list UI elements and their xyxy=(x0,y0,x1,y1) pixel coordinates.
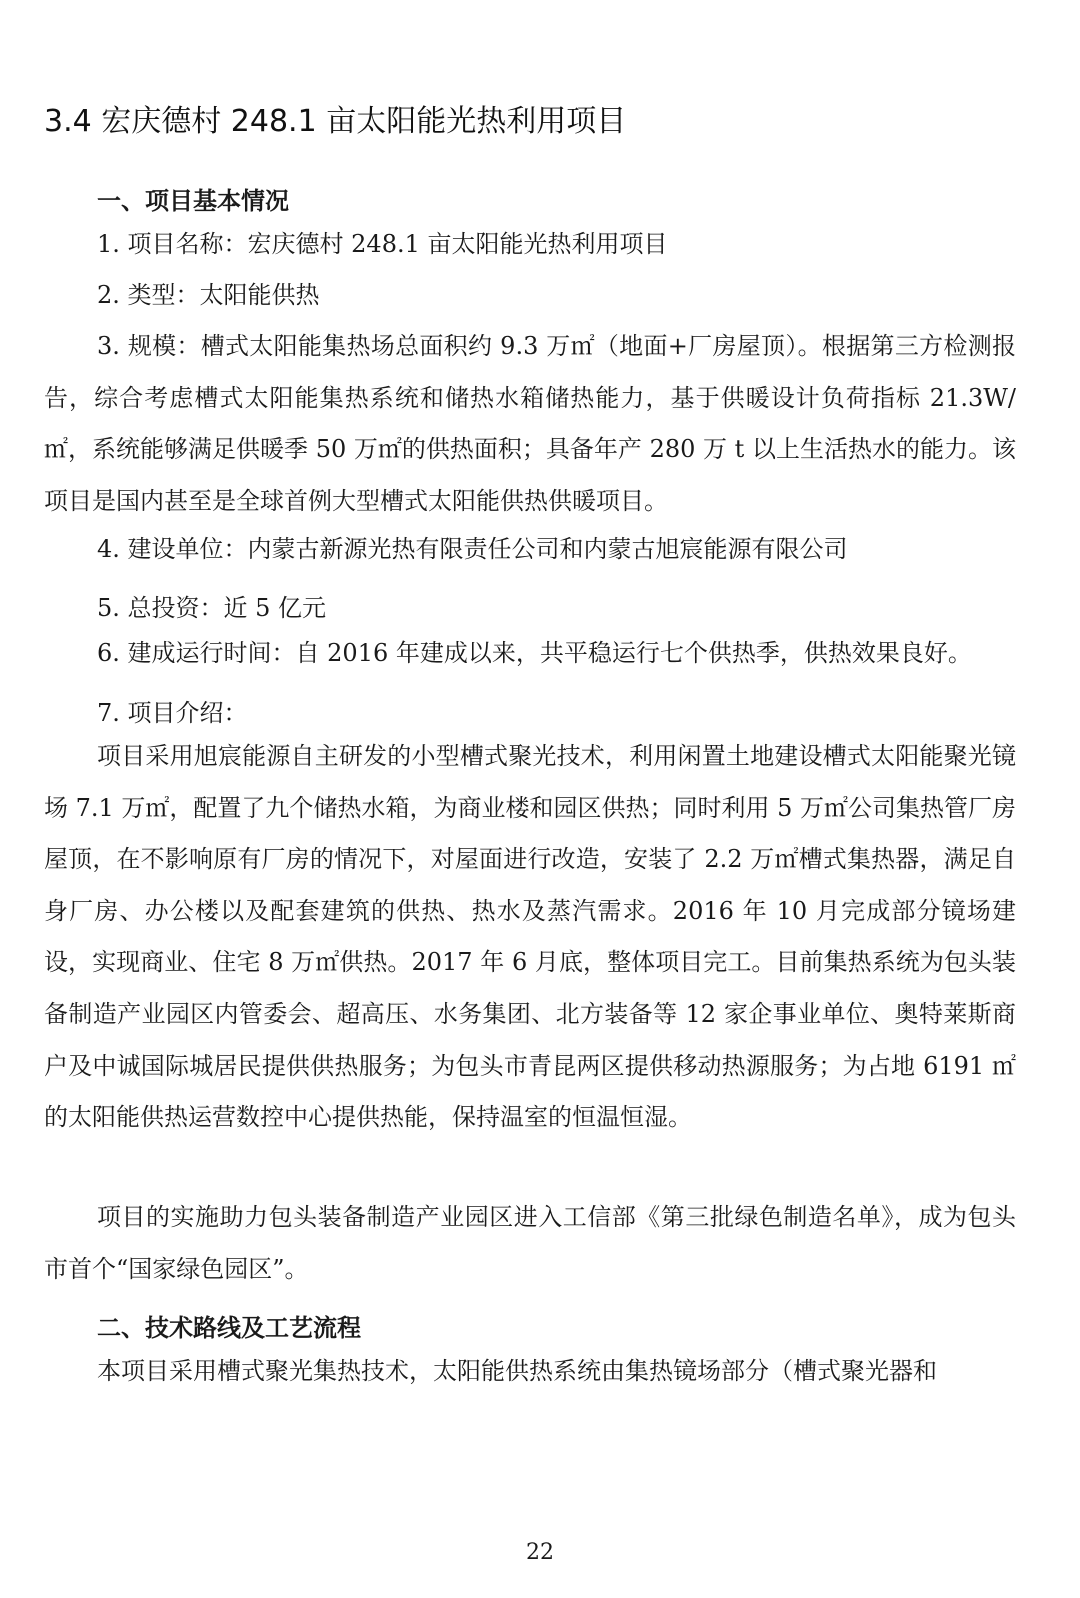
item-type: 2. 类型：太阳能供热 xyxy=(97,281,320,309)
section-title: 3.4 宏庆德村 248.1 亩太阳能光热利用项目 xyxy=(44,104,627,139)
item-project-name: 1. 项目名称：宏庆德村 248.1 亩太阳能光热利用项目 xyxy=(97,230,668,258)
part2-heading: 二、技术路线及工艺流程 xyxy=(97,1313,361,1342)
item-investment: 5. 总投资：近 5 亿元 xyxy=(97,594,327,622)
page-number: 22 xyxy=(526,1540,554,1565)
introduction-paragraph: 项目采用旭宸能源自主研发的小型槽式聚光技术，利用闲置土地建设槽式太阳能聚光镜场 7.1 万㎡，配置了九个储热水箱，为商业楼和园区供热；同时利用 5 万㎡公司集热管厂房屋顶，在不影响原有厂房的情况下，对屋面进行改造，安装了 2.2 万㎡槽式集热器，满足自身厂房、办公楼以及配套建筑的供热、热水及蒸汽需求。2016 年 10 月完成部分镜场建设，实现商业、住宅 8 万㎡供热。2017 年 6 月底，整体项目完工。目前集热系统为包头装备制造产业园区内管委会、超高压、水务集团、北方装备等 12 家企事业单位、奥特莱斯商户及中诚国际城居民提供供热服务；为包头市青昆两区提供移动热源服务；为占地 6191 ㎡的太阳能供热运营数控中心提供热能，保持温室的恒温恒湿。 xyxy=(44,742,1016,1132)
item-scale: 3. 规模：槽式太阳能集热场总面积约 9.3 万㎡（地面+厂房屋顶）。根据第三方检测报告，综合考虑槽式太阳能集热系统和储热水箱储热能力，基于供暖设计负荷指标 21.3W/㎡，系统能够满足供暖季 50 万㎡的供热面积；具备年产 280 万 t 以上生活热水的能力。该项目是国内甚至是全球首例大型槽式太阳能供热供暖项目。 xyxy=(44,332,1016,515)
item-introduction-label: 7. 项目介绍： xyxy=(97,699,248,727)
technical-route-paragraph: 本项目采用槽式聚光集热技术，太阳能供热系统由集热镜场部分（槽式聚光器和 xyxy=(97,1357,937,1385)
item-builder: 4. 建设单位：内蒙古新源光热有限责任公司和内蒙古旭宸能源有限公司 xyxy=(97,535,848,563)
part1-heading: 一、项目基本情况 xyxy=(97,186,289,215)
green-park-paragraph: 项目的实施助力包头装备制造产业园区进入工信部《第三批绿色制造名单》，成为包头市首个“国家绿色园区”。 xyxy=(44,1203,1016,1283)
item-operation-time: 6. 建成运行时间：自 2016 年建成以来，共平稳运行七个供热季，供热效果良好。 xyxy=(97,639,972,667)
